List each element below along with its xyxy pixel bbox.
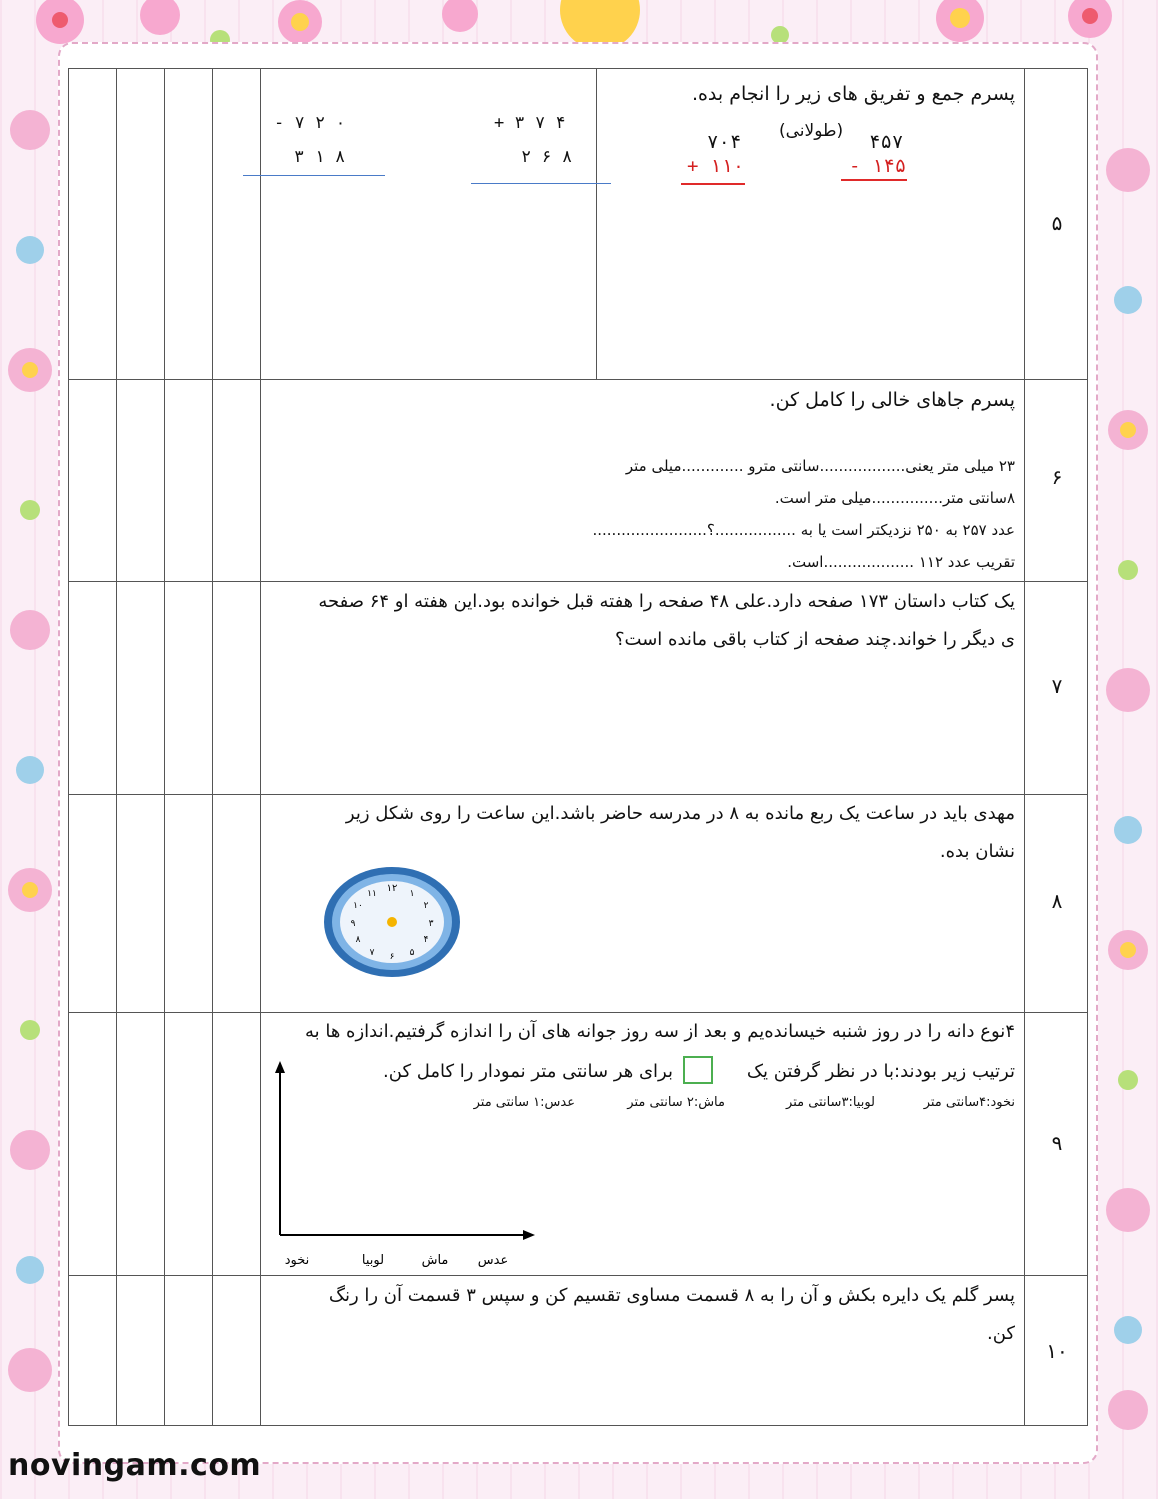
clock-number: ۱ (409, 889, 415, 899)
bar-chart-axes (269, 1059, 549, 1279)
clock-number: ۱۰ (353, 901, 363, 911)
clock-number: ۱۲ (386, 883, 398, 894)
q5-sum-d-top: ۴۵۷ (869, 131, 904, 153)
q10-line-1: پسر گلم یک دایره بکش و آن را به ۸ قسمت مساوی تقسیم کن و سپس ۳ قسمت آن را رنگ (328, 1285, 1015, 1306)
q6-line: تقریب عدد ۱۱۲ ...................است. (787, 553, 1015, 571)
column-divider (164, 69, 165, 1425)
clock-number: ۴ (423, 935, 429, 945)
brand-watermark: novingam.com (8, 1448, 262, 1483)
axis-label: عدس (477, 1253, 509, 1268)
q7-line-1: یک کتاب داستان ۱۷۳ صفحه دارد.علی ۴۸ صفحه را هفته قبل خوانده بود.این هفته او ۶۴ صفحه (318, 591, 1015, 612)
clock-number: ۷ (369, 948, 375, 958)
column-divider (212, 69, 213, 1425)
q5-text: پسرم جمع و تفریق های زیر را انجام بده. (691, 83, 1015, 105)
flower-decoration-right (1098, 70, 1158, 1450)
column-divider (116, 69, 117, 1425)
q5-sum-a-bottom: ۳ ۱ ۸ (294, 147, 346, 167)
question-number: ۱۰ (1046, 1339, 1068, 1363)
clock-number: ۳ (428, 919, 434, 929)
clock-number: ۶ (389, 952, 395, 962)
question-number: ۸ (1051, 889, 1063, 913)
q9-line-1: ۴نوع دانه را در روز شنبه خیسانده‌یم و بعد از سه روز جوانه های آن را اندازه گرفتیم.اندازه ها به (304, 1021, 1015, 1042)
q9-measure: لوبیا:۳سانتی متر (786, 1095, 875, 1110)
row-divider (69, 1275, 1087, 1276)
q7-line-2: ی دیگر را خواند.چند صفحه از کتاب باقی مانده است؟ (615, 629, 1015, 650)
q6-line: عدد ۲۵۷ به ۲۵۰ نزدیکتر است یا به .................؟........................ (592, 521, 1015, 539)
q9-line-2a: ترتیب زیر بودند:با در نظر گرفتن یک (746, 1061, 1015, 1082)
q5-sum-b-top: + ۳ ۷ ۴ (494, 113, 566, 133)
exam-table (68, 68, 1088, 1426)
column-divider (1024, 69, 1025, 1425)
q5-split-divider (596, 69, 597, 379)
q5-sum-a-line (243, 175, 385, 176)
q9-measure: نخود:۴سانتی متر (923, 1095, 1015, 1110)
q5-hint: (طولانی) (779, 121, 844, 141)
q5-sum-a-top: - ۷ ۲ ۰ (274, 113, 346, 133)
flower-decoration-left (0, 70, 60, 1450)
question-number: ۶ (1051, 465, 1063, 489)
clock-number: ۲ (423, 901, 429, 911)
clock-number: ۸ (355, 935, 361, 945)
q9-line-2b: برای هر سانتی متر نمودار را کامل کن. (383, 1061, 673, 1082)
clock-number: ۵ (409, 948, 415, 958)
q8-line-2: نشان بده. (939, 841, 1015, 862)
question-number: ۵ (1051, 211, 1063, 235)
q6-line: ۲۳ میلی متر یعنی..................سانتی مترو .............میلی متر (625, 457, 1015, 475)
axis-label: لوبیا (361, 1253, 385, 1268)
clock-icon (321, 863, 463, 981)
axis-label: نخود (284, 1253, 310, 1268)
q5-sum-b-bottom: ۲ ۶ ۸ (521, 147, 573, 167)
clock-number: ۱۱ (367, 889, 377, 899)
unit-square (683, 1056, 713, 1084)
q5-sum-b-line (471, 183, 611, 184)
q8-line-1: مهدی باید در ساعت یک ربع مانده به ۸ در مدرسه حاضر باشد.این ساعت را روی شکل زیر (345, 803, 1015, 824)
question-number: ۷ (1051, 674, 1063, 698)
row-divider (69, 581, 1087, 582)
q6-line: ۸سانتی متر...............میلی متر است. (774, 489, 1015, 507)
clock-number: ۹ (350, 919, 356, 929)
q10-line-2: کن. (987, 1323, 1015, 1344)
column-divider (260, 69, 261, 1425)
q5-sum-d-line (841, 179, 907, 181)
q9-measure: عدس:۱ سانتی متر (473, 1095, 575, 1110)
q5-sum-c-line (681, 183, 745, 185)
question-number: ۹ (1051, 1131, 1063, 1155)
q5-sum-c-bottom: + ۱۱۰ (687, 155, 745, 177)
q5-sum-c-top: ۷۰۴ (707, 131, 742, 153)
axis-label: ماش (421, 1253, 449, 1268)
q6-text: پسرم جاهای خالی را کامل کن. (769, 389, 1015, 411)
q5-sum-d-bottom: - ۱۴۵ (849, 155, 907, 177)
row-divider (69, 379, 1087, 380)
q9-measure: ماش:۲ سانتی متر (627, 1095, 725, 1110)
